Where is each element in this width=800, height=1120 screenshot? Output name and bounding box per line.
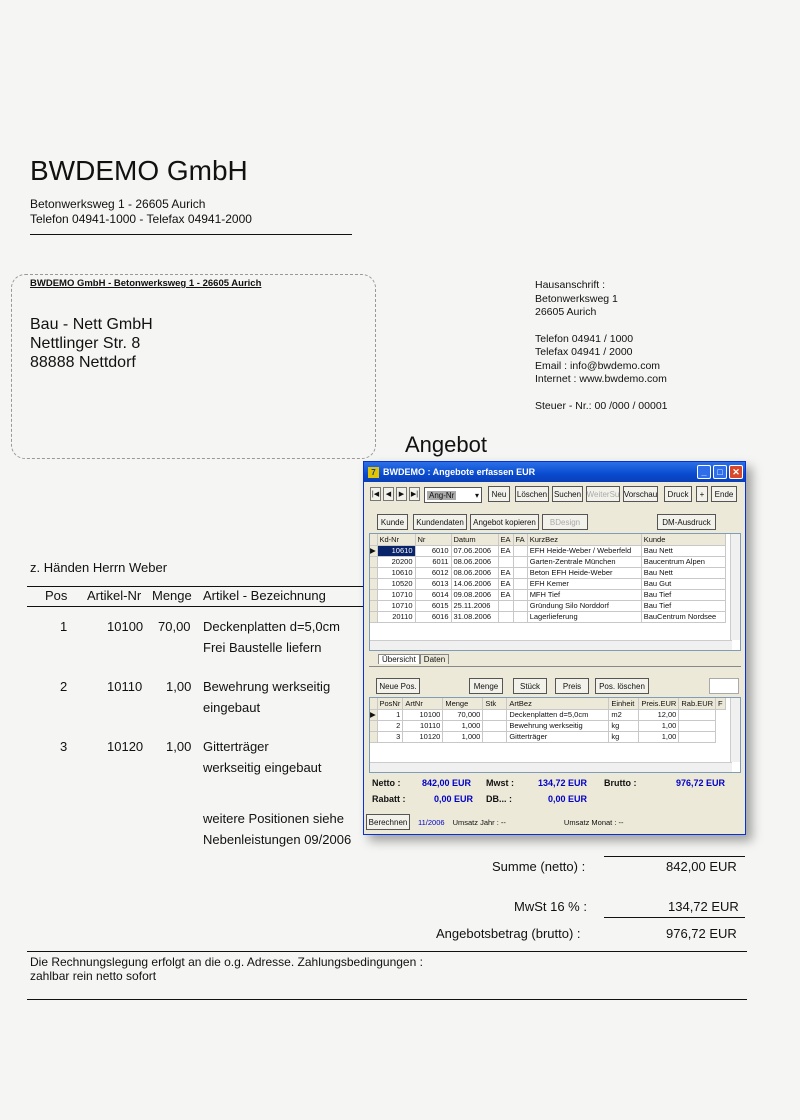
tab-data[interactable]: Daten (420, 654, 449, 664)
divider (604, 856, 745, 857)
column-header[interactable]: Kd-Nr (377, 534, 415, 545)
exit-button[interactable]: Ende (711, 486, 737, 502)
table-cell[interactable]: 2 (377, 720, 403, 731)
table-cell[interactable]: 10710 (377, 589, 415, 600)
table-cell[interactable]: EA (498, 589, 513, 600)
position-number: 1 (60, 619, 68, 634)
table-cell[interactable]: 12,00 (639, 709, 679, 720)
table-cell[interactable]: EA (498, 578, 513, 589)
window-titlebar[interactable] (364, 462, 745, 482)
status-bar (366, 814, 743, 830)
column-header[interactable]: Datum (451, 534, 498, 545)
plus-button[interactable]: + (696, 486, 708, 502)
recipient-address: Bau - Nett GmbH Nettlinger Str. 8 88888 Nettdorf (30, 316, 153, 371)
table-cell[interactable]: kg (609, 720, 639, 731)
table-cell[interactable] (513, 567, 527, 578)
table-row[interactable] (370, 589, 725, 600)
table-row[interactable] (370, 720, 726, 731)
table-row[interactable] (370, 556, 725, 567)
table-cell[interactable] (679, 709, 716, 720)
column-header[interactable]: KurzBez (527, 534, 641, 545)
column-header[interactable]: F (716, 698, 726, 709)
payment-terms: Die Rechnungslegung erfolgt an die o.g. Adresse. Zahlungsbedingungen : zahlbar rein netto sofort (30, 955, 423, 983)
column-header[interactable]: PosNr (377, 698, 403, 709)
divider (27, 951, 747, 952)
table-cell[interactable]: 20110 (377, 611, 415, 622)
table-cell[interactable]: 10520 (377, 578, 415, 589)
table-cell[interactable]: EA (498, 545, 513, 556)
table-cell[interactable]: BauCentrum Nordsee (641, 611, 725, 622)
header-menge: Menge (152, 588, 192, 603)
column-header[interactable]: Kunde (641, 534, 725, 545)
table-cell[interactable]: 1,000 (443, 731, 483, 742)
column-header[interactable]: FA (513, 534, 527, 545)
sum-value: 842,00 EUR (666, 859, 737, 874)
column-header[interactable]: ArtNr (403, 698, 443, 709)
divider (369, 666, 741, 667)
positions-table (370, 698, 726, 743)
company-name: BWDEMO GmbH (30, 155, 248, 186)
table-cell[interactable]: EA (498, 567, 513, 578)
table-cell[interactable]: 1,00 (639, 720, 679, 731)
table-cell[interactable]: 1 (377, 709, 403, 720)
row-indicator[interactable] (370, 611, 377, 622)
table-cell[interactable]: EFH Kemer (527, 578, 641, 589)
row-indicator[interactable] (370, 589, 377, 600)
table-row[interactable] (370, 600, 725, 611)
table-cell[interactable]: Bau Gut (641, 578, 725, 589)
table-cell[interactable] (513, 578, 527, 589)
table-header-row (370, 698, 726, 709)
table-cell[interactable]: 6011 (415, 556, 451, 567)
offers-grid[interactable] (369, 533, 741, 651)
prev-record-icon[interactable]: ◀ (383, 487, 394, 501)
row-indicator[interactable] (370, 720, 377, 731)
table-cell[interactable] (498, 600, 513, 611)
chevron-down-icon: ▾ (474, 490, 479, 500)
offer-entry-window (363, 461, 746, 835)
db-label: DB... : (486, 794, 512, 804)
table-cell[interactable]: 07.06.2006 (451, 545, 498, 556)
copy-offer-button[interactable]: Angebot kopieren (470, 514, 539, 530)
positions-grid[interactable] (369, 697, 741, 773)
table-cell[interactable]: Bewehrung werkseitig (507, 720, 609, 731)
table-cell[interactable]: 6012 (415, 567, 451, 578)
table-cell[interactable]: 6015 (415, 600, 451, 611)
table-cell[interactable] (483, 731, 507, 742)
piece-button[interactable]: Stück (513, 678, 547, 694)
horizontal-scrollbar[interactable] (370, 640, 732, 650)
position-number: 2 (60, 679, 68, 694)
last-record-icon[interactable]: ▶| (409, 487, 420, 501)
table-cell[interactable]: Gründung Silo Norddorf (527, 600, 641, 611)
table-cell[interactable]: Bau Nett (641, 567, 725, 578)
position-menge: 70,00 (158, 619, 191, 634)
header-artnr: Artikel-Nr (87, 588, 142, 603)
document-title: Angebot (405, 432, 487, 457)
table-row[interactable] (370, 567, 725, 578)
table-row[interactable] (370, 731, 726, 742)
table-cell[interactable]: 3 (377, 731, 403, 742)
window-title: BWDEMO : Angebote erfassen EUR (383, 467, 536, 477)
column-header[interactable]: Rab.EUR (679, 698, 716, 709)
table-row[interactable] (370, 611, 725, 622)
column-header[interactable]: Stk (483, 698, 507, 709)
table-cell[interactable]: 6013 (415, 578, 451, 589)
table-cell[interactable]: Lagerlieferung (527, 611, 641, 622)
table-cell[interactable]: Bau Nett (641, 545, 725, 556)
position-description: Gitterträger werkseitig eingebaut (203, 739, 322, 775)
table-row[interactable] (370, 578, 725, 589)
tab-strip (378, 654, 449, 664)
sender-line: BWDEMO GmbH - Betonwerksweg 1 - 26605 Aurich (30, 278, 262, 289)
table-cell[interactable] (513, 600, 527, 611)
net-value: 842,00 EUR (422, 778, 472, 788)
table-row[interactable] (370, 545, 725, 556)
position-menge: 1,00 (166, 739, 192, 754)
tab-overview[interactable]: Übersicht (378, 654, 420, 664)
offers-table (370, 534, 726, 623)
table-cell[interactable]: 14.06.2006 (451, 578, 498, 589)
horizontal-scrollbar[interactable] (370, 762, 732, 772)
table-cell[interactable]: 10610 (377, 567, 415, 578)
table-cell[interactable]: 25.11.2006 (451, 600, 498, 611)
new-position-button[interactable]: Neue Pos. (376, 678, 420, 694)
row-indicator[interactable] (370, 600, 377, 611)
header-pos: Pos (45, 588, 68, 603)
table-row[interactable] (370, 709, 726, 720)
position-artnr: 10110 (107, 679, 143, 694)
table-cell[interactable]: 10710 (377, 600, 415, 611)
vat-label: MwSt 16 % : (514, 899, 587, 914)
search-button[interactable]: Suchen (552, 486, 583, 502)
customer-data-button[interactable]: Kundendaten (413, 514, 467, 530)
table-cell[interactable] (498, 556, 513, 567)
divider (27, 999, 747, 1000)
divider (27, 606, 367, 607)
position-number: 3 (60, 739, 68, 754)
maximize-icon[interactable]: □ (713, 465, 727, 479)
column-header[interactable]: Menge (443, 698, 483, 709)
status-year-revenue: Umsatz Jahr : -- (452, 817, 506, 827)
vat-label: Mwst : (486, 778, 514, 788)
table-cell[interactable]: 10100 (403, 709, 443, 720)
table-cell[interactable] (679, 731, 716, 742)
position-description: Bewehrung werkseitig eingebaut (203, 679, 331, 715)
row-indicator[interactable] (370, 567, 377, 578)
table-cell[interactable] (483, 720, 507, 731)
table-header-row (370, 534, 725, 545)
position-artnr: 10120 (107, 739, 144, 754)
net-label: Netto : (372, 778, 401, 788)
position-description: Deckenplatten d=5,0cm Frei Baustelle liefern (203, 619, 340, 655)
table-cell[interactable] (513, 611, 527, 622)
price-button[interactable]: Preis (555, 678, 589, 694)
table-cell[interactable]: 10610 (377, 545, 415, 556)
search-next-button[interactable]: WeiterSu (586, 486, 620, 502)
table-cell[interactable]: 70,000 (443, 709, 483, 720)
column-header[interactable]: Nr (415, 534, 451, 545)
table-cell[interactable]: Bau Tief (641, 589, 725, 600)
row-indicator[interactable] (370, 731, 377, 742)
first-record-icon[interactable]: |◀ (370, 487, 381, 501)
sum-label: Summe (netto) : (492, 859, 586, 874)
new-button[interactable]: Neu (488, 486, 510, 502)
table-cell[interactable] (513, 556, 527, 567)
table-cell[interactable]: 1,000 (443, 720, 483, 731)
table-cell[interactable]: m2 (609, 709, 639, 720)
table-cell[interactable]: MFH Tief (527, 589, 641, 600)
gross-value: 976,72 EUR (666, 926, 737, 941)
table-cell[interactable]: 31.08.2006 (451, 611, 498, 622)
delete-position-button[interactable]: Pos. löschen (595, 678, 649, 694)
column-header[interactable]: ArtBez (507, 698, 609, 709)
preview-button[interactable]: Vorschau (623, 486, 658, 502)
attention-line: z. Händen Herrn Weber (30, 560, 168, 575)
column-header[interactable]: EA (498, 534, 513, 545)
table-cell[interactable]: Garten-Zentrale München (527, 556, 641, 567)
status-period: 11/2006 (418, 817, 445, 827)
table-cell[interactable]: Baucentrum Alpen (641, 556, 725, 567)
position-field[interactable] (709, 678, 739, 694)
table-cell[interactable] (498, 611, 513, 622)
vat-value: 134,72 EUR (668, 899, 739, 914)
gross-value: 976,72 EUR (676, 778, 726, 788)
column-header[interactable]: Einheit (609, 698, 639, 709)
table-cell[interactable]: Gitterträger (507, 731, 609, 742)
status-month-revenue: Umsatz Monat : -- (563, 817, 624, 827)
print-button[interactable]: Druck (664, 486, 692, 502)
header-bezeichnung: Artikel - Bezeichnung (203, 588, 326, 603)
table-cell[interactable]: EFH Heide-Weber / Weberfeld (527, 545, 641, 556)
delete-button[interactable]: Löschen (515, 486, 549, 502)
table-cell[interactable]: 09.08.2006 (451, 589, 498, 600)
discount-label: Rabatt : (372, 794, 406, 804)
dm-print-button[interactable]: DM-Ausdruck (657, 514, 716, 530)
table-cell[interactable] (483, 709, 507, 720)
divider (30, 234, 352, 235)
table-cell[interactable]: 6010 (415, 545, 451, 556)
column-header[interactable]: Preis.EUR (639, 698, 679, 709)
quantity-button[interactable]: Menge (469, 678, 503, 694)
more-positions-note: weitere Positionen siehe Nebenleistungen 09/2006 (203, 811, 352, 847)
table-cell[interactable]: 6014 (415, 589, 451, 600)
customer-button[interactable]: Kunde (377, 514, 408, 530)
company-address: Betonwerksweg 1 - 26605 Aurich Telefon 04941-1000 - Telefax 04941-2000 (30, 197, 252, 226)
gross-label: Angebotsbetrag (brutto) : (436, 926, 581, 941)
vat-value: 134,72 EUR (538, 778, 588, 788)
table-cell[interactable]: 08.06.2006 (451, 567, 498, 578)
table-cell[interactable]: Deckenplatten d=5,0cm (507, 709, 609, 720)
minimize-icon[interactable]: _ (697, 465, 711, 479)
table-cell[interactable]: 08.06.2006 (451, 556, 498, 567)
table-cell[interactable] (513, 545, 527, 556)
discount-value: 0,00 EUR (434, 794, 474, 804)
app-logo-icon: 7 (368, 467, 379, 478)
table-cell[interactable]: Beton EFH Heide-Weber (527, 567, 641, 578)
vertical-scrollbar[interactable] (730, 698, 740, 762)
table-cell[interactable] (679, 720, 716, 731)
table-cell[interactable]: kg (609, 731, 639, 742)
table-cell[interactable]: Bau Tief (641, 600, 725, 611)
current-row-indicator-icon[interactable]: ▶ (370, 546, 376, 555)
position-menge: 1,00 (166, 679, 192, 694)
table-cell[interactable]: 10120 (403, 731, 443, 742)
table-cell[interactable]: 1,00 (639, 731, 679, 742)
divider (604, 917, 745, 918)
next-record-icon[interactable]: ▶ (396, 487, 407, 501)
calculate-button[interactable]: Berechnen (366, 814, 410, 830)
divider (27, 586, 367, 587)
table-cell[interactable] (513, 589, 527, 600)
gross-label: Brutto : (604, 778, 637, 788)
vertical-scrollbar[interactable] (730, 534, 740, 640)
table-cell[interactable]: 10110 (403, 720, 443, 731)
table-cell[interactable]: 20200 (377, 556, 415, 567)
row-indicator[interactable] (370, 578, 377, 589)
current-row-indicator-icon[interactable]: ▶ (370, 710, 376, 719)
table-cell[interactable]: 6016 (415, 611, 451, 622)
sort-select[interactable]: Ang-Nr ▾ (424, 487, 482, 503)
row-indicator[interactable] (370, 556, 377, 567)
db-value: 0,00 EUR (548, 794, 588, 804)
close-icon[interactable]: ✕ (729, 465, 743, 479)
bdesign-button[interactable]: BDesign (542, 514, 588, 530)
position-artnr: 10100 (107, 619, 144, 634)
company-info: Hausanschrift : Betonwerksweg 1 26605 Aurich Telefon 04941 / 1000 Telefax 04941 / 2000 Email : info@bwdemo.com Internet : www.bwdemo.com Steuer - Nr.: 00 /000 / 00001 (535, 279, 668, 412)
